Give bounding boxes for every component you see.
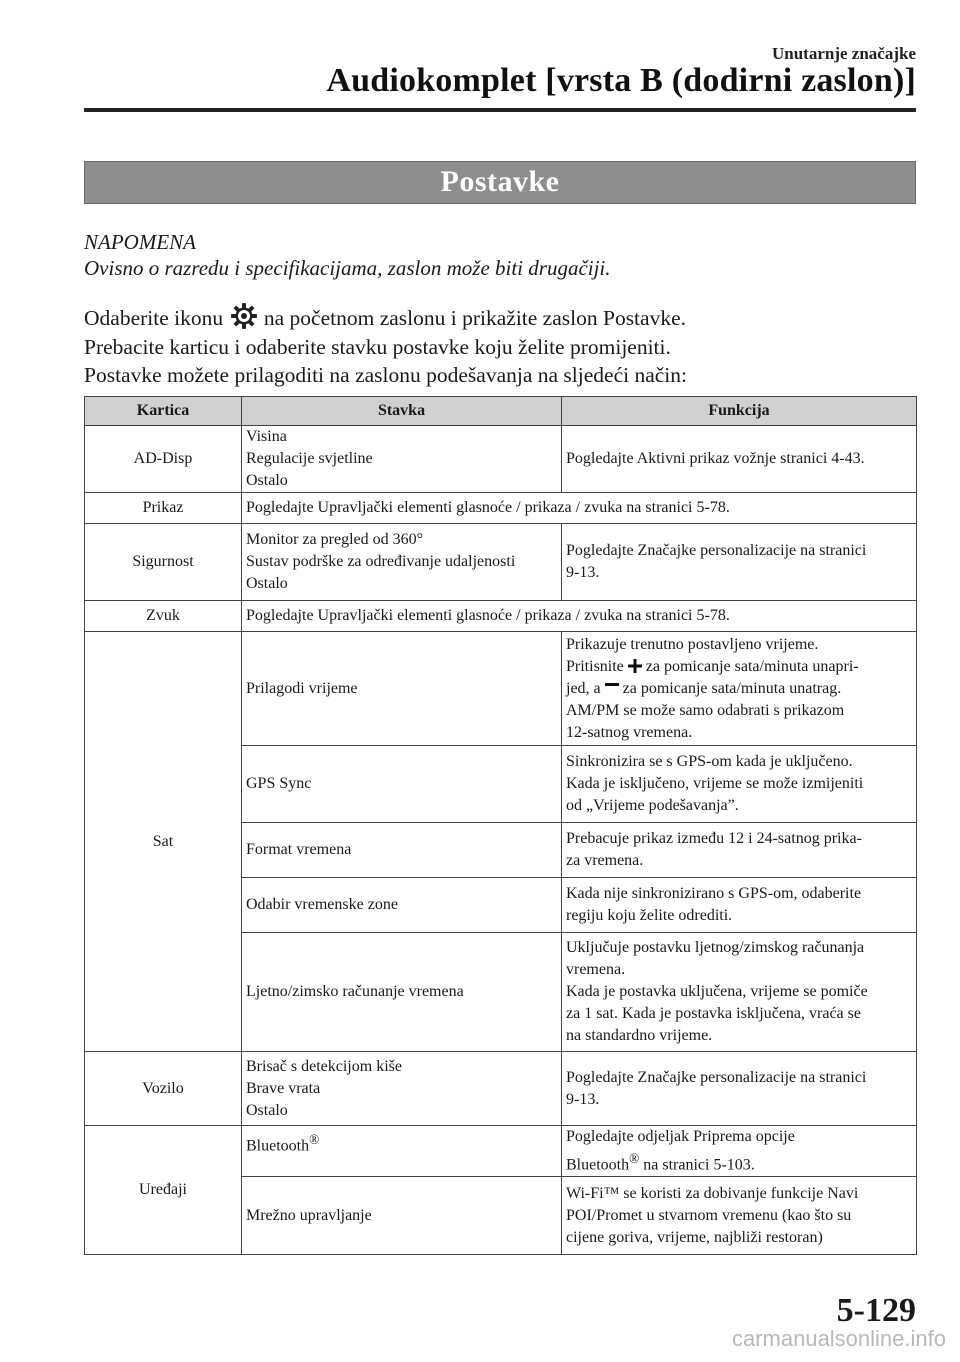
tab-cell: Zvuk <box>85 601 242 632</box>
function-line: za vremena. <box>566 852 644 869</box>
function-line: vremena. <box>566 961 626 978</box>
item-cell: Mrežno upravljanje <box>242 1177 562 1255</box>
function-line: od „Vrijeme podešavanja”. <box>566 797 739 814</box>
function-line: Kada je isključeno, vrijeme se može izmijeniti <box>566 775 864 792</box>
function-line: na standardno vrijeme. <box>566 1027 713 1044</box>
item-line: Brave vrata <box>246 1079 321 1097</box>
registered-mark: ® <box>309 1132 320 1147</box>
function-text: za pomicanje sata/minuta unatrag. <box>622 679 842 697</box>
watermark: carmanualsonline.info <box>731 1326 946 1351</box>
function-cell <box>562 933 917 1052</box>
header-funkcija: Funkcija <box>562 397 917 426</box>
span-cell: Pogledajte Upravljački elementi glasnoće / prikaza / zvuka na stranici 5-78. <box>242 493 917 524</box>
function-cell: Pogledajte Aktivni prikaz vožnje stranici 4-43. <box>562 426 917 493</box>
table-row <box>85 632 917 746</box>
function-line <box>566 678 912 700</box>
function-line: za 1 sat. Kada je postavka isključena, vraća se <box>566 1005 861 1022</box>
intro-line-1-start: Odaberite ikonu <box>84 306 224 330</box>
function-line: 12-satnog vremena. <box>566 723 693 741</box>
item-line: Regulacije svjetline <box>246 450 373 467</box>
tab-cell: Vozilo <box>85 1052 242 1126</box>
function-line: POI/Promet u stvarnom vremenu (kao što su <box>566 1206 852 1224</box>
function-cell <box>562 524 917 601</box>
tab-cell: Uređaji <box>85 1126 242 1255</box>
function-cell <box>562 632 917 746</box>
section-banner: Postavke <box>84 161 916 204</box>
tab-cell: Sat <box>85 632 242 1052</box>
settings-table <box>84 396 917 1255</box>
item-line: Brisač s detekcijom kiše <box>246 1057 402 1075</box>
table-row <box>85 426 917 493</box>
item-line: Monitor za pregled od 360° <box>246 531 424 548</box>
function-line: Wi-Fi™ se koristi za dobivanje funkcije Navi <box>566 1184 859 1202</box>
intro-line-1-end: na početnom zaslonu i prikažite zaslon Postavke. <box>263 306 686 330</box>
item-text: Bluetooth <box>246 1137 310 1155</box>
function-cell <box>562 1126 917 1177</box>
function-line: regiju koju želite odrediti. <box>566 907 733 924</box>
plus-icon <box>628 659 642 673</box>
table-row <box>85 1126 917 1177</box>
item-line: Visina <box>246 428 287 445</box>
item-cell: GPS Sync <box>242 746 562 823</box>
function-line: Pogledajte Značajke personalizacije na stranici <box>566 542 867 559</box>
function-text: jed, a <box>566 679 601 697</box>
function-line: Prikazuje trenutno postavljeno vrijeme. <box>566 635 819 653</box>
intro-paragraph <box>84 302 687 390</box>
item-line: Ostalo <box>246 575 288 592</box>
item-cell <box>242 426 562 493</box>
function-line <box>566 656 912 678</box>
item-cell <box>242 524 562 601</box>
tab-cell: AD-Disp <box>85 426 242 493</box>
function-line: cijene goriva, vrijeme, najbliži restoran) <box>566 1228 823 1246</box>
item-cell <box>242 1052 562 1126</box>
header-kartica: Kartica <box>85 397 242 426</box>
table-row <box>85 601 917 632</box>
function-line: AM/PM se može samo odabrati s prikazom <box>566 701 845 719</box>
function-line: 9-13. <box>566 1090 600 1108</box>
section-label: Unutarnje značajke <box>771 44 916 63</box>
function-text: na stranici 5-103. <box>639 1156 755 1174</box>
function-cell <box>562 746 917 823</box>
item-cell: Prilagodi vrijeme <box>242 632 562 746</box>
tab-cell: Prikaz <box>85 493 242 524</box>
function-line: Sinkronizira se s GPS-om kada je uključeno. <box>566 753 853 770</box>
function-line <box>566 1148 912 1176</box>
function-line: 9-13. <box>566 564 600 581</box>
function-cell <box>562 823 917 878</box>
item-line: Sustav podrške za određivanje udaljenosti <box>246 553 516 570</box>
table-header-row <box>85 397 917 426</box>
function-cell <box>562 878 917 933</box>
intro-line-3: Postavke možete prilagoditi na zaslonu podešavanja na sljedeći način: <box>84 363 687 387</box>
intro-line-1 <box>84 302 687 333</box>
item-line: Ostalo <box>246 1101 288 1119</box>
table-row <box>85 1052 917 1126</box>
function-line: Prebacuje prikaz između 12 i 24-satnog prika- <box>566 830 862 847</box>
function-line: Uključuje postavku ljetnog/zimskog računanja <box>566 939 865 956</box>
function-text: Bluetooth <box>566 1156 630 1174</box>
item-cell <box>242 1126 562 1177</box>
header-rule <box>84 108 916 112</box>
span-cell: Pogledajte Upravljački elementi glasnoće / prikaza / zvuka na stranici 5-78. <box>242 601 917 632</box>
item-line: Ostalo <box>246 472 288 489</box>
intro-line-2: Prebacite karticu i odaberite stavku postavke koju želite promijeniti. <box>84 334 671 359</box>
header-stavka: Stavka <box>242 397 562 426</box>
function-line: Pogledajte Značajke personalizacije na stranici <box>566 1068 867 1086</box>
item-cell: Odabir vremenske zone <box>242 878 562 933</box>
registered-mark: ® <box>629 1151 640 1166</box>
function-cell <box>562 1177 917 1255</box>
function-line: Pogledajte odjeljak Priprema opcije <box>566 1128 795 1145</box>
note-text: Ovisno o razredu i specifikacijama, zaslon može biti drugačiji. <box>84 256 611 280</box>
page-title: Audiokomplet [vrsta B (dodirni zaslon)] <box>326 62 916 99</box>
item-cell: Format vremena <box>242 823 562 878</box>
function-text: za pomicanje sata/minuta unapri- <box>645 657 859 675</box>
item-cell: Ljetno/zimsko računanje vremena <box>242 933 562 1052</box>
function-cell <box>562 1052 917 1126</box>
minus-icon <box>605 681 619 695</box>
note-title: NAPOMENA <box>84 230 196 254</box>
gear-icon <box>230 302 258 330</box>
table-row <box>85 524 917 601</box>
table-row <box>85 493 917 524</box>
function-line: Kada nije sinkronizirano s GPS-om, odaberite <box>566 885 862 902</box>
function-line: Kada je postavka uključena, vrijeme se pomiče <box>566 983 868 1000</box>
page-number: 5-129 <box>836 1292 916 1329</box>
function-text: Pritisnite <box>566 657 624 675</box>
tab-cell: Sigurnost <box>85 524 242 601</box>
